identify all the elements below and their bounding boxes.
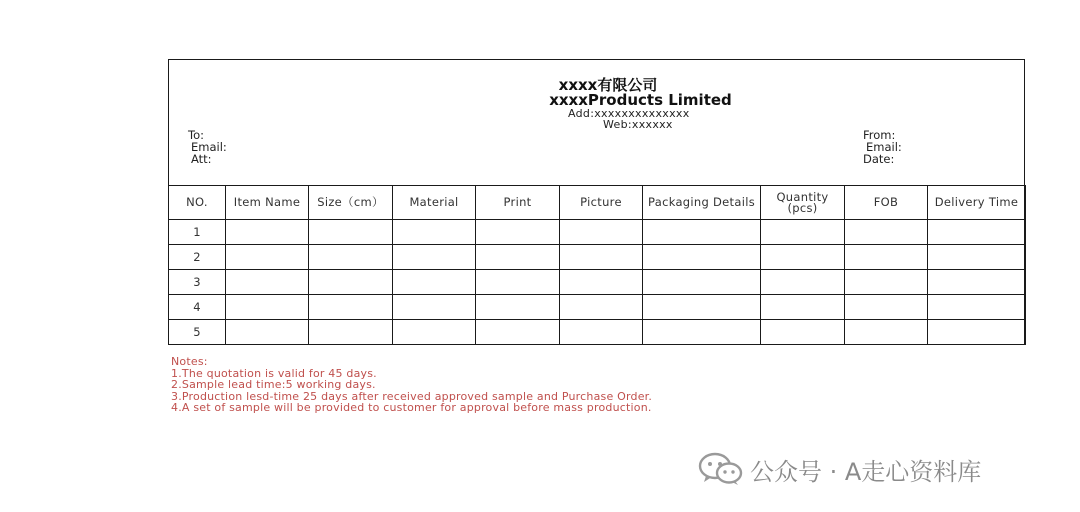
row-number: 5	[169, 320, 226, 345]
col-no: NO.	[169, 186, 226, 220]
table-cell[interactable]	[643, 320, 761, 345]
note-item: 3.Production lesd-time 25 days after received approved sample and Purchase Order.	[171, 389, 653, 403]
table-cell[interactable]	[845, 270, 928, 295]
table-cell[interactable]	[928, 320, 1026, 345]
table-cell[interactable]	[761, 320, 845, 345]
table-cell[interactable]	[309, 220, 393, 245]
col-item-name: Item Name	[226, 186, 309, 220]
row-number: 2	[169, 245, 226, 270]
quotation-form	[168, 59, 1025, 345]
from-label: From:	[863, 128, 896, 142]
table-cell[interactable]	[309, 295, 393, 320]
table-cell[interactable]	[393, 320, 476, 345]
watermark	[698, 452, 981, 486]
table-cell[interactable]	[226, 270, 309, 295]
table-cell[interactable]	[928, 295, 1026, 320]
email-label: Email:	[191, 140, 227, 154]
table-cell[interactable]	[928, 270, 1026, 295]
col-material: Material	[393, 186, 476, 220]
table-cell[interactable]	[761, 245, 845, 270]
col-quantity-label: Quantity	[776, 189, 829, 204]
notes-section	[171, 356, 652, 414]
table-cell[interactable]	[845, 320, 928, 345]
sender-fields	[863, 129, 902, 165]
watermark-text: 公众号 · A走心资料库	[750, 457, 982, 486]
row-number: 1	[169, 220, 226, 245]
table-cell[interactable]	[226, 220, 309, 245]
table-cell[interactable]	[928, 220, 1026, 245]
col-fob: FOB	[845, 186, 928, 220]
table-cell[interactable]	[845, 295, 928, 320]
quotation-table	[168, 185, 1026, 345]
recipient-fields	[188, 129, 227, 165]
date-label: Date:	[863, 152, 895, 166]
col-quantity-unit: (pcs)	[787, 200, 818, 215]
table-cell[interactable]	[309, 245, 393, 270]
table-cell[interactable]	[226, 295, 309, 320]
table-cell[interactable]	[309, 270, 393, 295]
wechat-icon	[698, 452, 744, 486]
note-item: 4.A set of sample will be provided to customer for approval before mass production.	[171, 401, 652, 414]
table-cell[interactable]	[643, 220, 761, 245]
table-row	[169, 295, 1026, 320]
table-cell[interactable]	[476, 220, 560, 245]
notes-title: Notes:	[171, 355, 208, 368]
table-cell[interactable]	[845, 245, 928, 270]
col-print: Print	[476, 186, 560, 220]
table-cell[interactable]	[560, 245, 643, 270]
form-header	[169, 60, 1024, 186]
note-item: 2.Sample lead time:5 working days.	[171, 378, 376, 391]
from-email-label: Email:	[866, 140, 902, 154]
table-row	[169, 270, 1026, 295]
table-row	[169, 245, 1026, 270]
table-row	[169, 220, 1026, 245]
table-cell[interactable]	[226, 245, 309, 270]
table-cell[interactable]	[560, 270, 643, 295]
table-cell[interactable]	[928, 245, 1026, 270]
table-cell[interactable]	[393, 295, 476, 320]
col-delivery-time: Delivery Time	[928, 186, 1026, 220]
col-packaging-details: Packaging Details	[643, 186, 761, 220]
company-name-cn: xxxx有限公司	[558, 76, 658, 94]
col-quantity	[761, 186, 845, 220]
table-cell[interactable]	[761, 220, 845, 245]
table-cell[interactable]	[226, 320, 309, 345]
table-cell[interactable]	[761, 270, 845, 295]
table-cell[interactable]	[476, 295, 560, 320]
table-cell[interactable]	[393, 270, 476, 295]
to-label: To:	[188, 128, 204, 142]
table-cell[interactable]	[560, 295, 643, 320]
note-item: 1.The quotation is valid for 45 days.	[171, 366, 377, 380]
company-address: Add:xxxxxxxxxxxxxx	[568, 107, 690, 120]
table-cell[interactable]	[393, 245, 476, 270]
table-cell[interactable]	[476, 320, 560, 345]
table-cell[interactable]	[560, 320, 643, 345]
table-cell[interactable]	[476, 270, 560, 295]
table-cell[interactable]	[761, 295, 845, 320]
att-label: Att:	[191, 152, 212, 166]
table-cell[interactable]	[643, 270, 761, 295]
table-cell[interactable]	[560, 220, 643, 245]
table-cell[interactable]	[643, 295, 761, 320]
col-picture: Picture	[560, 186, 643, 220]
table-header-row	[169, 186, 1026, 220]
table-cell[interactable]	[476, 245, 560, 270]
col-size: Size（cm）	[309, 186, 393, 220]
table-cell[interactable]	[309, 320, 393, 345]
row-number: 4	[169, 295, 226, 320]
table-cell[interactable]	[845, 220, 928, 245]
table-cell[interactable]	[393, 220, 476, 245]
row-number: 3	[169, 270, 226, 295]
table-row	[169, 320, 1026, 345]
table-cell[interactable]	[643, 245, 761, 270]
company-name-en: xxxxProducts Limited	[549, 91, 732, 109]
company-web: Web:xxxxxx	[603, 118, 673, 131]
